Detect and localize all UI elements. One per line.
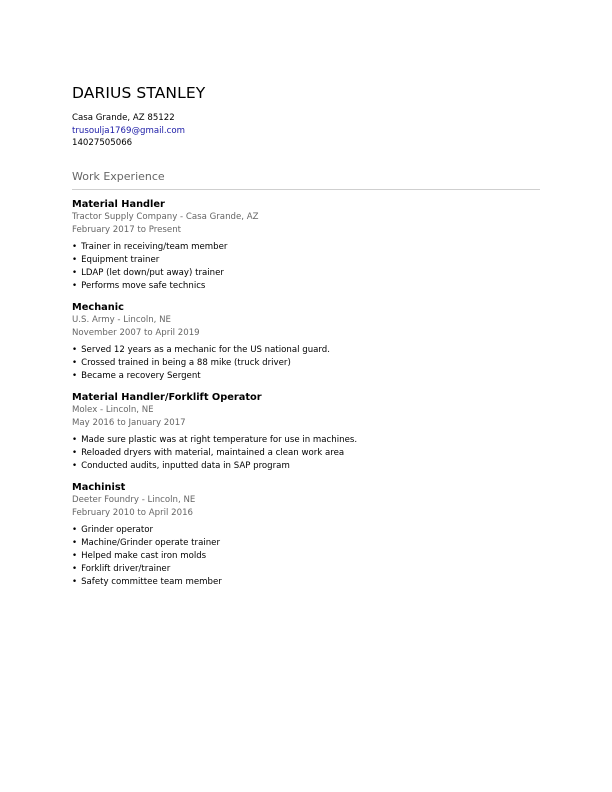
bullet-item: • Machine/Grinder operate trainer — [72, 537, 540, 550]
email-line — [72, 125, 540, 138]
location: Casa Grande, AZ 85122 — [72, 113, 175, 123]
bullet-item: • Reloaded dryers with material, maintained a clean work area — [72, 447, 540, 460]
job-title: Material Handler/Forklift Operator — [72, 392, 262, 404]
phone: 14027505066 — [72, 138, 133, 149]
bullet-item: • Trainer in receiving/team member — [72, 241, 540, 254]
job-bullets — [72, 524, 540, 589]
job-title: Machinist — [72, 482, 126, 494]
job-dates: February 2010 to April 2016 — [72, 508, 194, 519]
bullet-item: • Conducted audits, inputted data in SAP program — [72, 460, 540, 473]
job-bullets — [72, 434, 540, 473]
job-entry — [72, 198, 540, 293]
job-dates: November 2007 to April 2019 — [72, 328, 200, 339]
section-title-work-experience: Work Experience — [72, 170, 540, 190]
job-dates: February 2017 to Present — [72, 225, 182, 236]
job-bullets — [72, 344, 540, 383]
bullet-item: • Made sure plastic was at right temperature for use in machines. — [72, 434, 540, 447]
job-dates: May 2016 to January 2017 — [72, 418, 186, 429]
job-bullets — [72, 241, 540, 293]
bullet-item: • Grinder operator — [72, 524, 540, 537]
job-company: Deeter Foundry - Lincoln, NE — [72, 495, 196, 506]
job-company: Molex - Lincoln, NE — [72, 405, 154, 416]
job-company: U.S. Army - Lincoln, NE — [72, 315, 171, 326]
job-entry — [72, 481, 540, 589]
bullet-item: • Forklift driver/trainer — [72, 563, 540, 576]
bullet-item: • Performs move safe technics — [72, 280, 540, 293]
bullet-item: • Served 12 years as a mechanic for the US national guard. — [72, 344, 540, 357]
candidate-name: DARIUS STANLEY — [72, 84, 206, 102]
bullet-item: • Safety committee team member — [72, 576, 540, 589]
bullet-item: • Equipment trainer — [72, 254, 540, 267]
job-title: Material Handler — [72, 199, 165, 211]
job-company: Tractor Supply Company - Casa Grande, AZ — [72, 212, 259, 223]
job-entry — [72, 391, 540, 473]
bullet-item: • Crossed trained in being a 88 mike (truck driver) — [72, 357, 540, 370]
job-title: Mechanic — [72, 302, 124, 314]
email-link[interactable]: trusoulja1769@gmail.com — [72, 125, 185, 136]
bullet-item: • Helped make cast iron molds — [72, 550, 540, 563]
job-entry — [72, 301, 540, 383]
bullet-item: • Became a recovery Sergent — [72, 370, 540, 383]
resume-page — [72, 84, 540, 589]
bullet-item: • LDAP (let down/put away) trainer — [72, 267, 540, 280]
